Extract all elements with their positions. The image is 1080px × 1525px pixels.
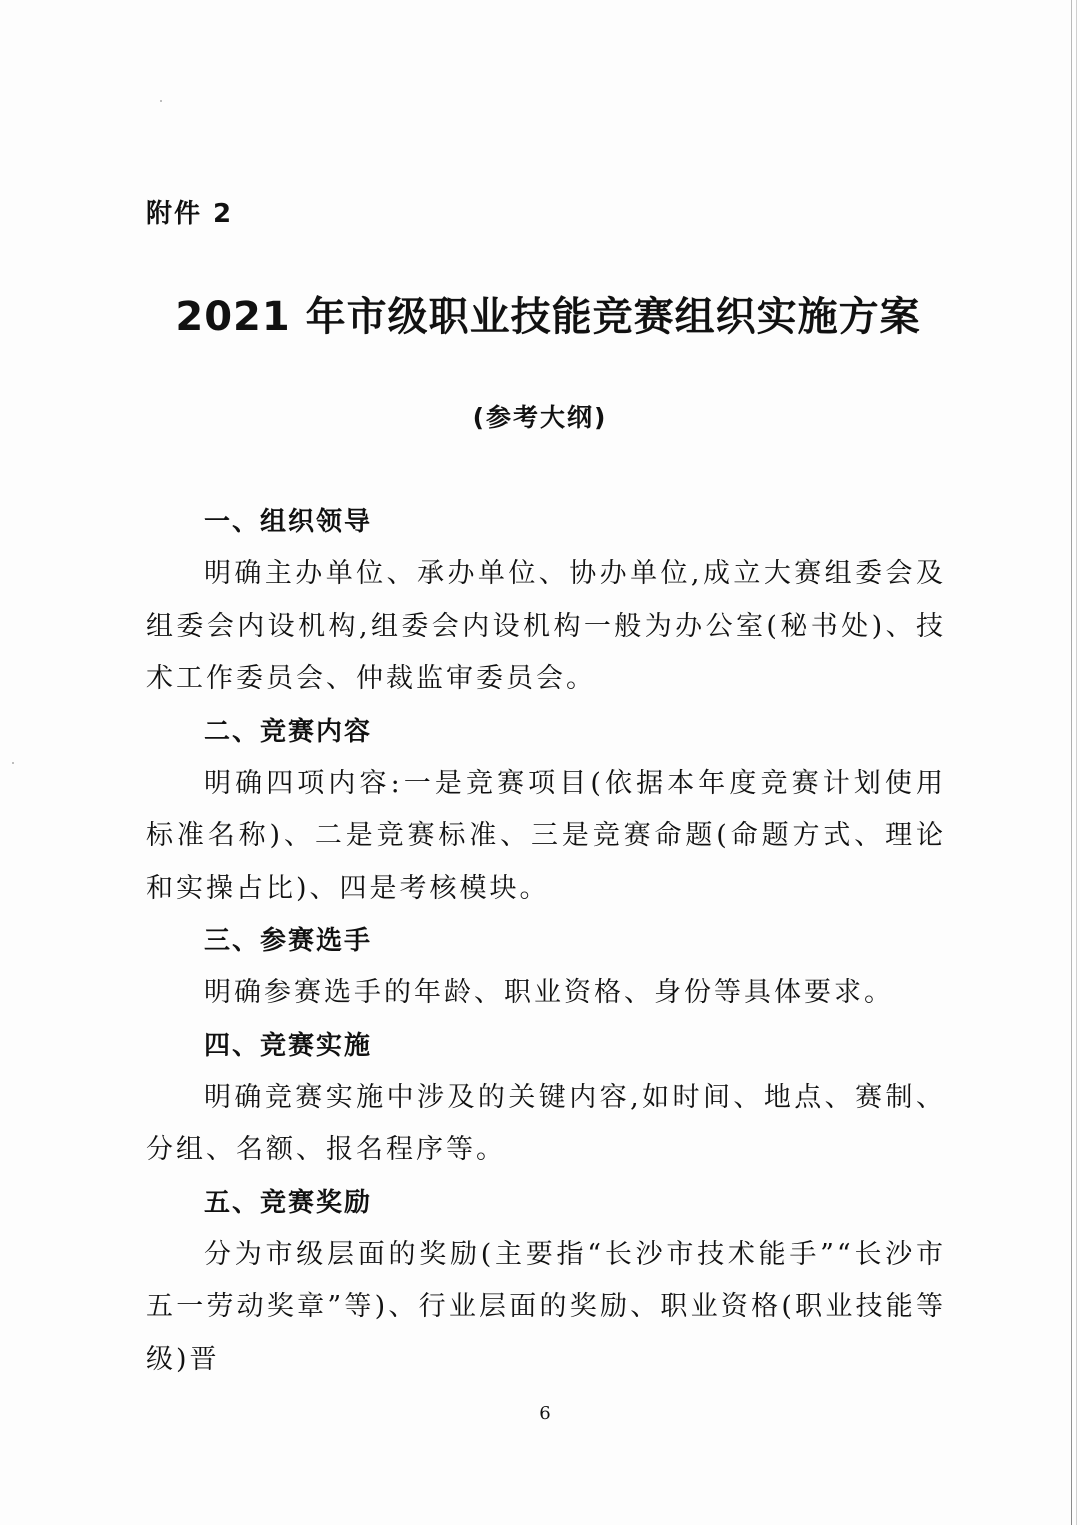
page-number: 6: [539, 1403, 551, 1424]
section-participants: [146, 915, 946, 1020]
scan-binding-edge-outer: [1076, 0, 1077, 1525]
section-implementation: [146, 1020, 946, 1177]
scan-speck: [160, 100, 162, 102]
section-heading: 一、组织领导: [204, 507, 373, 537]
scan-speck: [12, 762, 14, 764]
section-awards: [146, 1177, 946, 1387]
document-body: [146, 496, 946, 1386]
section-paragraph: 明确参赛选手的年龄、职业资格、身份等具体要求。: [204, 977, 894, 1008]
section-paragraph: 分为市级层面的奖励(主要指“长沙市技术能手”“长沙市五一劳动奖章”等)、行业层面的奖励、职业资格(职业技能等级)晋: [146, 1238, 946, 1375]
section-heading: 四、竞赛实施: [204, 1030, 373, 1061]
section-paragraph: 明确四项内容:一是竞赛项目(依据本年度竞赛计划使用标准名称)、二是竞赛标准、三是竞赛命题(命题方式、理论和实操占比)、四是考核模块。: [146, 767, 946, 904]
scan-binding-edge: [1071, 0, 1072, 1525]
document-title: 2021 年市级职业技能竞赛组织实施方案: [175, 294, 921, 340]
section-paragraph: 明确竞赛实施中涉及的关键内容,如时间、地点、赛制、分组、名额、报名程序等。: [146, 1081, 946, 1165]
section-content: [146, 706, 946, 916]
section-heading: 二、竞赛内容: [204, 716, 373, 747]
section-heading: 三、参赛选手: [204, 926, 373, 956]
section-organization: [146, 496, 946, 706]
section-paragraph: 明确主办单位、承办单位、协办单位,成立大赛组委会及组委会内设机构,组委会内设机构一般为办公室(秘书处)、技术工作委员会、仲裁监审委员会。: [146, 558, 946, 694]
document-subtitle: (参考大纲): [472, 403, 608, 432]
section-heading: 五、竞赛奖励: [204, 1187, 373, 1218]
attachment-label: 附件 2: [146, 199, 234, 229]
